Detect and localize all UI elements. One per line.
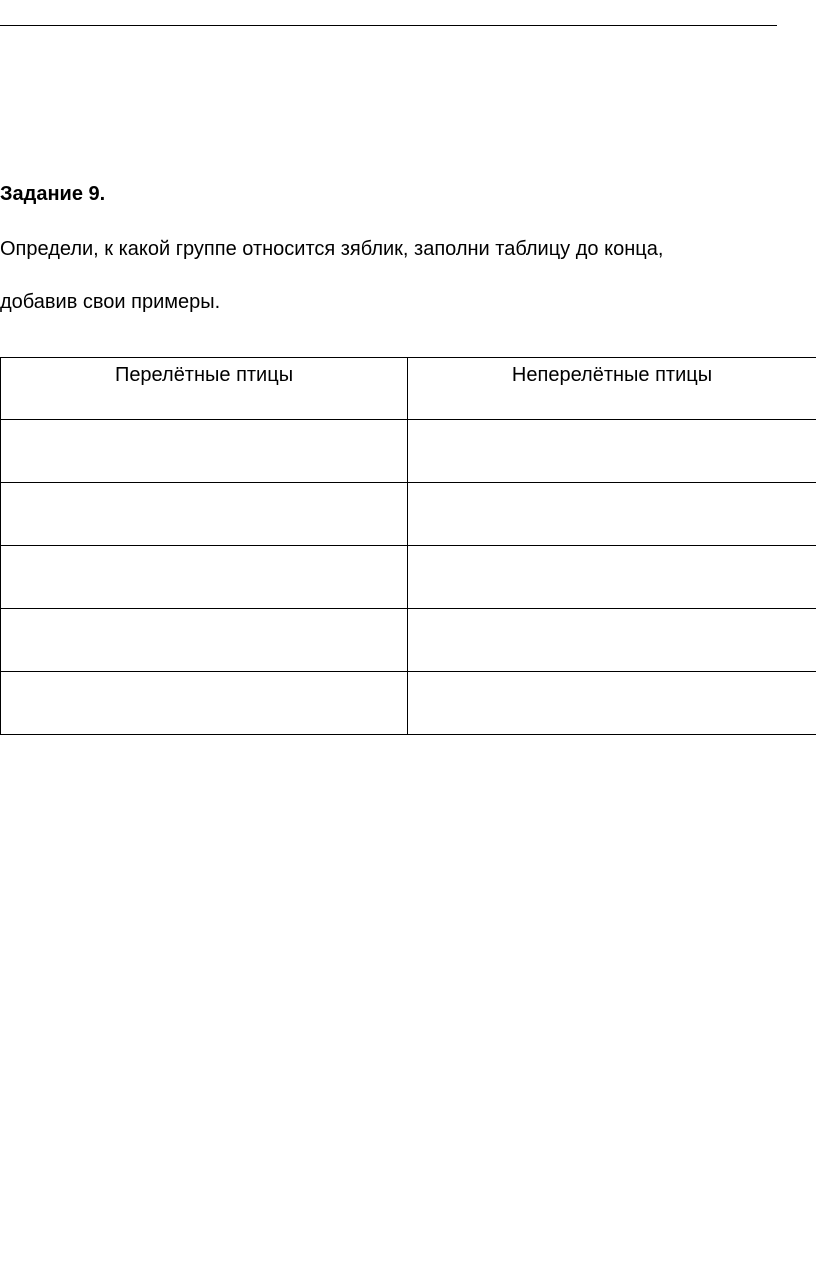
header-migratory-birds: Перелётные птицы [1,358,408,420]
non-migratory-cell[interactable] [408,420,816,483]
header-non-migratory-birds: Неперелётные птицы [408,358,816,420]
instruction-line-2: добавив свои примеры. [0,291,221,313]
task-instruction [0,223,790,329]
non-migratory-cell[interactable] [408,546,816,609]
non-migratory-cell[interactable] [408,483,816,546]
top-divider-line [0,25,777,26]
migratory-cell[interactable] [1,609,408,672]
table-row [1,609,816,672]
non-migratory-cell[interactable] [408,609,816,672]
migratory-cell[interactable] [1,546,408,609]
migratory-cell[interactable] [1,672,408,735]
birds-table [0,357,816,735]
table-row [1,420,816,483]
table-row [1,672,816,735]
task-title: Задание 9. [0,183,106,205]
table-row [1,483,816,546]
instruction-line-1: Определи, к какой группе относится зяблик, заполни таблицу до конца, [0,238,664,260]
migratory-cell[interactable] [1,420,408,483]
migratory-cell[interactable] [1,483,408,546]
table-row [1,546,816,609]
non-migratory-cell[interactable] [408,672,816,735]
table-header-row [1,358,816,420]
